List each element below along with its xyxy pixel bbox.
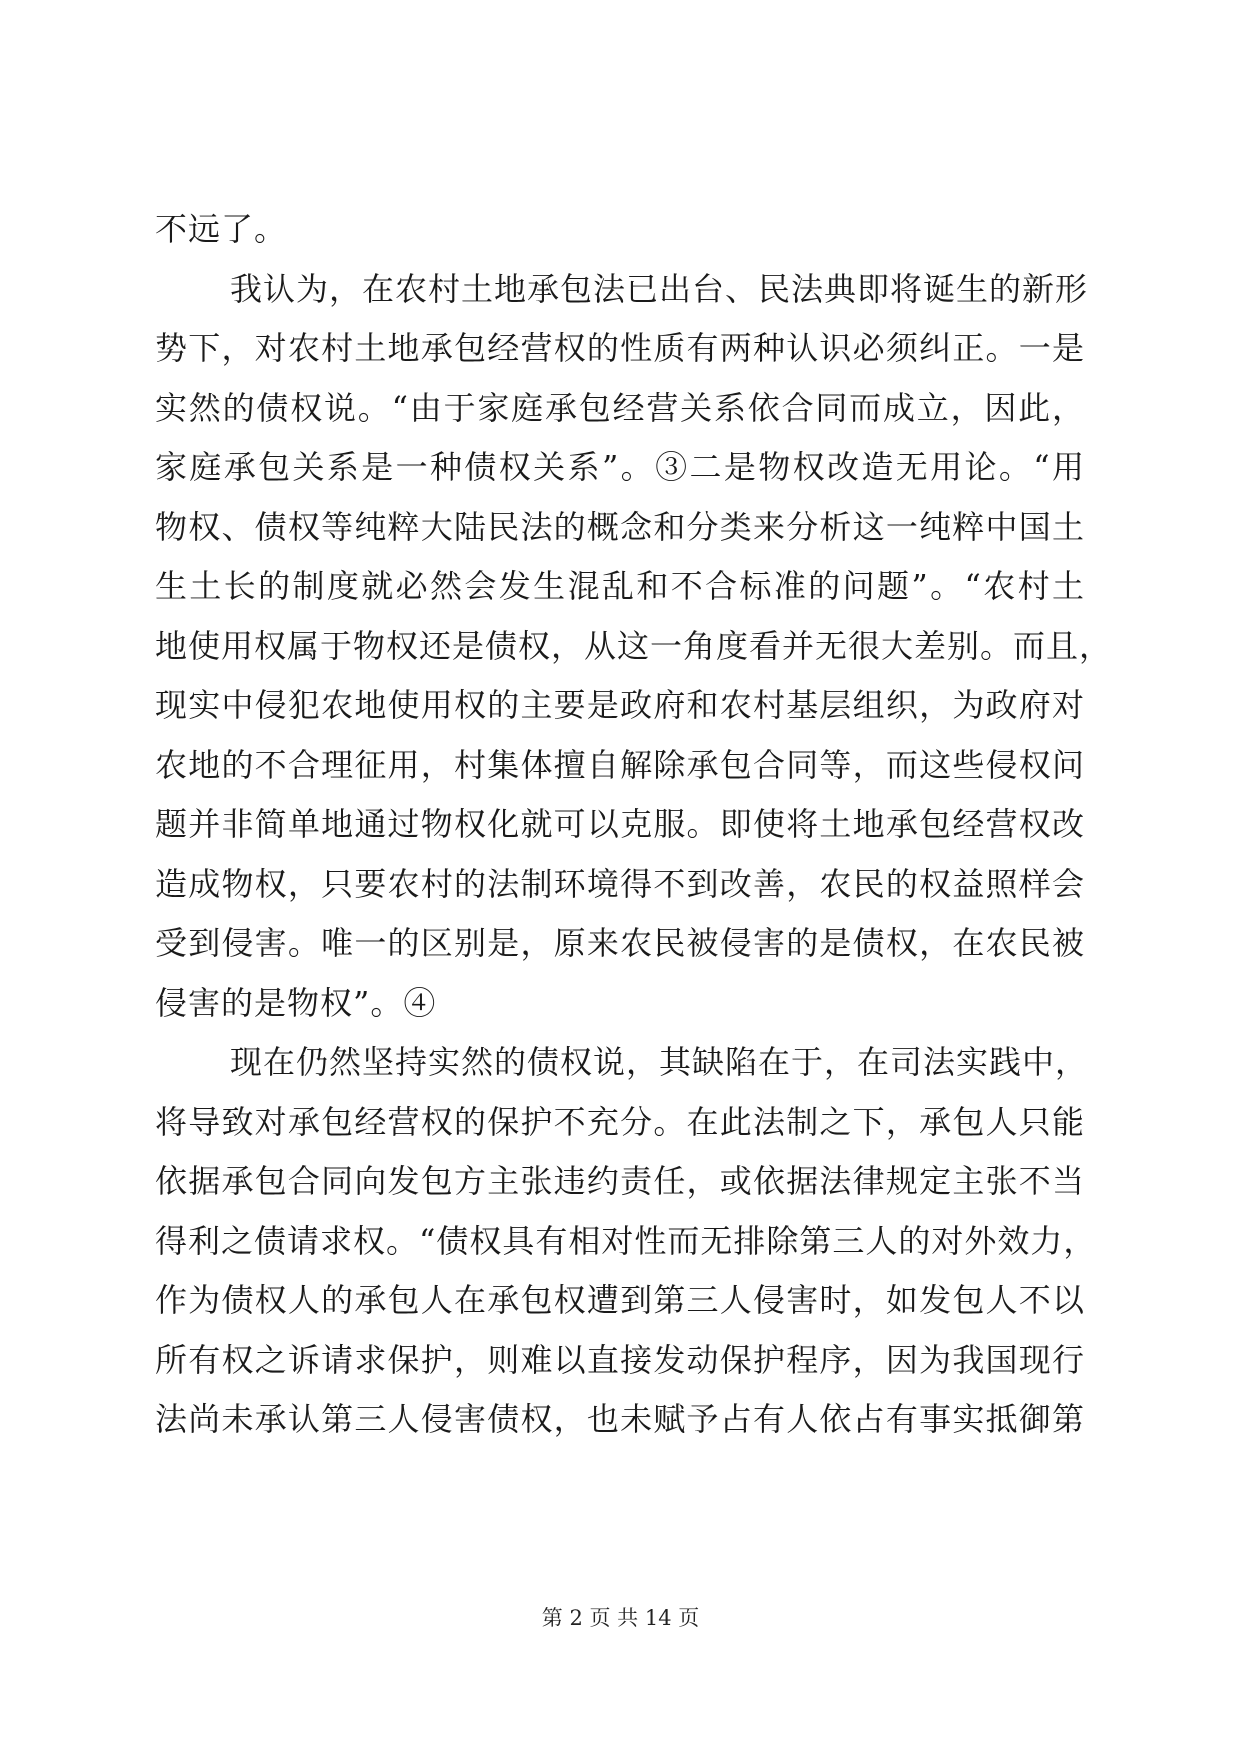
text-line: 现实中侵犯农地使用权的主要是政府和农村基层组织，为政府对 — [155, 686, 1085, 724]
text-line: 家庭承包关系是一种债权关系”。③二是物权改造无用论。“用 — [155, 448, 1085, 486]
text-line: 将导致对承包经营权的保护不充分。在此法制之下，承包人只能 — [155, 1102, 1085, 1141]
text-line: 得利之债请求权。“债权具有相对性而无排除第三人的对外效力， — [155, 1221, 1097, 1260]
text-line: 我认为，在农村土地承包法已出台、民法典即将诞生的新形 — [230, 269, 1089, 308]
page-footer: 第 2 页 共 14 页 — [541, 1606, 700, 1630]
text-line: 不远了。 — [155, 210, 288, 248]
text-line: 地使用权属于物权还是债权，从这一角度看并无很大差别。而且， — [155, 626, 1113, 665]
text-line: 题并非简单地通过物权化就可以克服。即使将土地承包经营权改 — [155, 805, 1085, 843]
text-line: 受到侵害。唯一的区别是，原来农民被侵害的是债权，在农民被 — [155, 924, 1085, 962]
text-line: 现在仍然坚持实然的债权说，其缺陷在于，在司法实践中， — [230, 1043, 1089, 1081]
text-line: 造成物权，只要农村的法制环境得不到改善，农民的权益照样会 — [155, 864, 1085, 903]
text-line: 实然的债权说。“由于家庭承包经营关系依合同而成立，因此， — [155, 388, 1085, 427]
body-text — [155, 200, 1113, 1450]
text-line: 生土长的制度就必然会发生混乱和不合标准的问题”。“农村土 — [155, 567, 1085, 605]
text-line: 法尚未承认第三人侵害债权，也未赋予占有人依占有事实抵御第 — [155, 1400, 1085, 1438]
text-line: 侵害的是物权”。④ — [155, 983, 437, 1022]
text-line: 势下，对农村土地承包经营权的性质有两种认识必须纠正。一是 — [155, 329, 1085, 367]
text-line: 作为债权人的承包人在承包权遭到第三人侵害时，如发包人不以 — [155, 1281, 1085, 1319]
text-line: 物权、债权等纯粹大陆民法的概念和分类来分析这一纯粹中国土 — [155, 507, 1085, 546]
text-line: 所有权之诉请求保护，则难以直接发动保护程序，因为我国现行 — [155, 1340, 1085, 1379]
text-line: 农地的不合理征用，村集体擅自解除承包合同等，而这些侵权问 — [155, 745, 1085, 784]
text-line: 依据承包合同向发包方主张违约责任，或依据法律规定主张不当 — [155, 1162, 1085, 1200]
